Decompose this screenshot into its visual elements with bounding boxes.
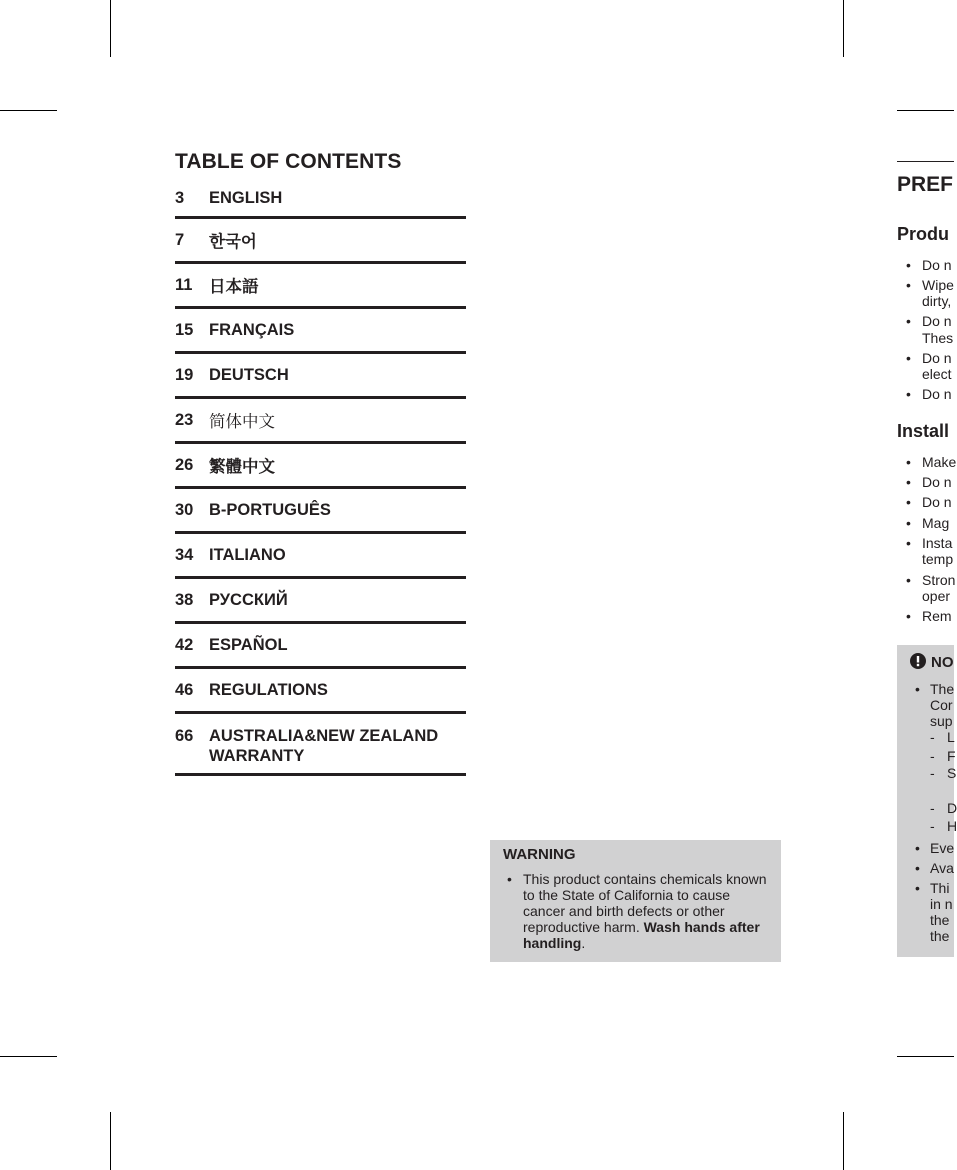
notice-line: in n [930, 896, 953, 912]
warning-text: This product contains chemicals known to the State of California to cause cancer and birth defects or other reproductive harm. [523, 871, 767, 935]
warning-item [503, 871, 771, 951]
warning-end: . [581, 935, 586, 951]
toc-label: DEUTSCH [209, 365, 289, 384]
crop-mark [897, 1056, 954, 1057]
toc-entry-korean[interactable] [175, 219, 466, 264]
toc-label: 한국어 [209, 233, 257, 251]
crop-mark [843, 1112, 844, 1170]
toc-page-number: 66 [175, 727, 194, 745]
notice-line: Eve [930, 840, 955, 856]
toc-label: 繁體中文 [209, 458, 275, 476]
notice-line: Ava [930, 860, 954, 876]
toc-entry-italian[interactable] [175, 534, 466, 579]
toc-page-number: 26 [175, 455, 194, 474]
toc-page-number: 42 [175, 635, 194, 654]
toc-label [209, 726, 438, 766]
toc-label: ENGLISH [209, 189, 283, 207]
notice-title: NO [931, 654, 954, 671]
toc-page-number: 15 [175, 320, 194, 339]
toc-page-number: 3 [175, 189, 185, 207]
crop-mark [0, 110, 57, 111]
notice-bullet: • [915, 840, 920, 856]
warning-bold-text: Wash hands after handling [523, 919, 760, 951]
toc-label-line: WARRANTY [209, 747, 305, 765]
crop-mark [110, 1112, 111, 1170]
notice-line: H [947, 818, 957, 834]
toc-page-number: 30 [175, 500, 194, 519]
notice-bullet: • [915, 860, 920, 876]
warning-list [503, 871, 771, 951]
toc-entry-russian[interactable] [175, 579, 466, 624]
toc-label: B-PORTUGUÊS [209, 500, 331, 519]
header-rule [897, 161, 954, 162]
toc-page-number: 34 [175, 545, 194, 564]
toc-label: РУССКИЙ [209, 590, 288, 609]
toc-list [175, 181, 466, 776]
notice-bullet: • [915, 880, 920, 896]
notice-line: L [947, 729, 955, 745]
notice-line: F [947, 748, 956, 764]
notice-box [897, 645, 957, 957]
toc-entry-german[interactable] [175, 354, 466, 399]
toc-entry-english[interactable] [175, 181, 466, 219]
notice-sub-dash: - [930, 748, 935, 764]
notice-line: D [947, 800, 957, 816]
crop-mark [110, 0, 111, 57]
toc-entry-japanese[interactable] [175, 264, 466, 309]
toc-label: FRANÇAIS [209, 320, 295, 339]
notice-line: Cor [930, 697, 953, 713]
toc-label: ITALIANO [209, 545, 286, 564]
toc-entry-traditional-chinese[interactable] [175, 444, 466, 489]
toc-entry-simplified-chinese[interactable] [175, 399, 466, 444]
toc-label: 简体中文 [209, 412, 275, 431]
toc-page-number: 19 [175, 365, 194, 384]
toc-page-number: 23 [175, 410, 194, 429]
section-heading-installation: Install [897, 421, 950, 441]
toc-label: ESPAÑOL [209, 635, 288, 654]
toc-page-number: 46 [175, 680, 194, 699]
notice-line: sup [930, 713, 953, 729]
warning-title: WARNING [503, 846, 576, 863]
toc-label: REGULATIONS [209, 680, 328, 699]
toc-entry-regulations[interactable] [175, 669, 466, 714]
crop-mark [897, 110, 954, 111]
crop-mark [0, 1056, 57, 1057]
toc-label-line: AUSTRALIA&NEW ZEALAND [209, 727, 439, 745]
notice-bullet: • [915, 681, 920, 697]
notice-line: Thi [930, 880, 950, 896]
section-heading-product: Produ [897, 224, 949, 244]
toc-entry-portuguese[interactable] [175, 489, 466, 534]
notice-line: The [930, 681, 955, 697]
toc-entry-french[interactable] [175, 309, 466, 354]
toc-page-number: 11 [175, 275, 193, 294]
toc-page-number: 38 [175, 590, 194, 609]
exclamation-icon [910, 653, 926, 669]
toc-title: TABLE OF CONTENTS [175, 150, 402, 173]
notice-sub-dash: - [930, 818, 935, 834]
notice-sub-dash: - [930, 800, 935, 816]
toc-page-number: 7 [175, 230, 185, 249]
toc-entry-warranty[interactable] [175, 714, 466, 776]
crop-mark [843, 0, 844, 57]
notice-line: the [930, 928, 950, 944]
notice-line: the [930, 912, 950, 928]
toc-entry-spanish[interactable] [175, 624, 466, 669]
toc-label: 日本語 [209, 278, 259, 296]
notice-sub-dash: - [930, 729, 935, 745]
notice-sub-dash: - [930, 765, 935, 781]
notice-line: S [947, 765, 957, 781]
warning-box [490, 840, 781, 962]
right-page-heading: PREF [897, 173, 954, 196]
